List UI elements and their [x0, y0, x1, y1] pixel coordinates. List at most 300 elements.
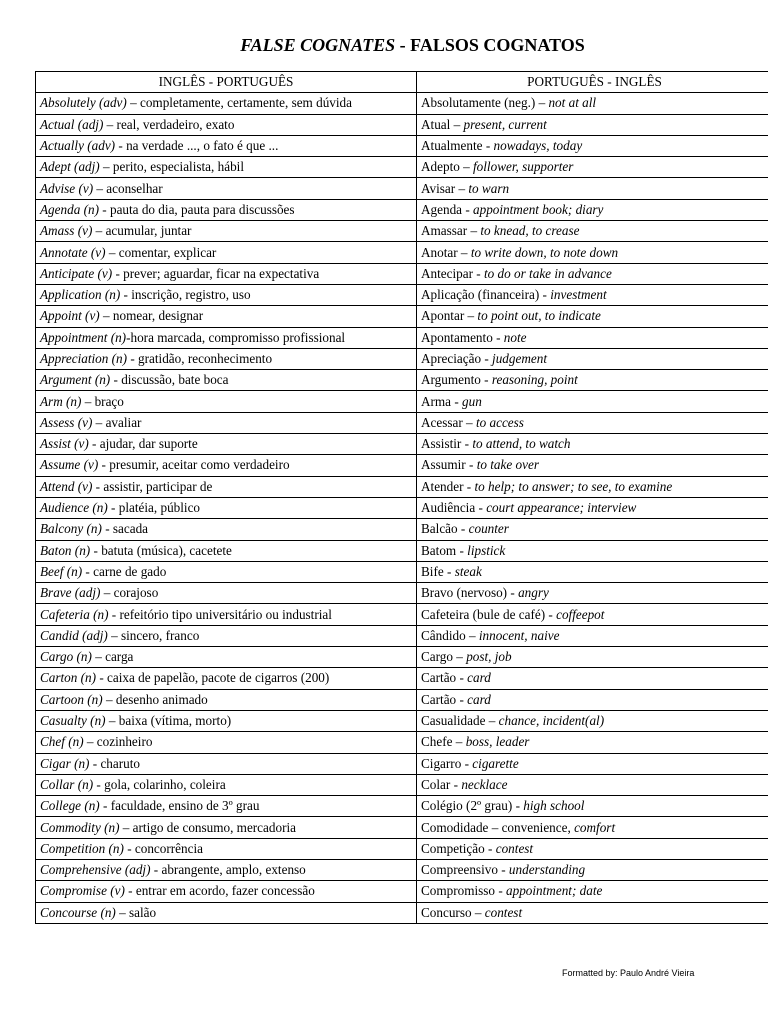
- separator: -: [473, 265, 484, 281]
- separator: –: [464, 308, 478, 324]
- english-word: Agenda (n): [40, 201, 99, 217]
- english-meaning: to point out, to indicate: [477, 308, 601, 324]
- portuguese-meaning: cozinheiro: [96, 734, 153, 750]
- english-meaning: to take over: [476, 457, 539, 473]
- english-word: Assist (v): [40, 436, 89, 452]
- page-title: [0, 33, 768, 57]
- portuguese-word: Audiência: [421, 500, 476, 516]
- separator: -: [492, 329, 504, 345]
- english-meaning: coffeepot: [556, 606, 605, 622]
- separator: -: [475, 500, 487, 516]
- english-meaning: court appearance; interview: [486, 500, 637, 516]
- separator: -: [463, 478, 475, 494]
- english-meaning: lipstick: [467, 542, 506, 558]
- portuguese-word: Arma: [421, 393, 452, 409]
- separator: -: [89, 755, 101, 771]
- portuguese-meaning: refeitório tipo universitário ou industrial: [119, 606, 332, 622]
- english-cell: [36, 221, 417, 242]
- english-meaning: not at all: [548, 95, 597, 111]
- separator: –: [459, 159, 474, 175]
- separator: -: [124, 883, 136, 899]
- portuguese-cell: [417, 604, 768, 625]
- separator: -: [545, 606, 557, 622]
- english-meaning: understanding: [508, 862, 586, 878]
- english-word: College (n): [40, 798, 100, 814]
- portuguese-meaning: aconselhar: [106, 180, 163, 196]
- english-cell: [36, 647, 417, 668]
- english-cell: [36, 157, 417, 178]
- portuguese-meaning: prever; aguardar, ficar na expectativa: [123, 265, 320, 281]
- separator: -: [98, 457, 110, 473]
- separator: -: [93, 776, 105, 792]
- portuguese-word: Competição: [421, 840, 485, 856]
- portuguese-word: Comodidade – convenience,: [421, 819, 571, 835]
- english-word: Collar (n): [40, 776, 94, 792]
- portuguese-word: Assistir: [421, 436, 462, 452]
- english-cell: [36, 476, 417, 497]
- header-english-portuguese: INGLÊS - PORTUGUÊS: [36, 72, 417, 93]
- separator: –: [102, 691, 116, 707]
- portuguese-cell: [417, 455, 768, 476]
- separator: -: [110, 372, 122, 388]
- table-row: [36, 434, 768, 455]
- table-row: [36, 412, 768, 433]
- table-row: [36, 242, 768, 263]
- english-meaning: to attend, to watch: [472, 436, 571, 452]
- table-row: [36, 114, 768, 135]
- portuguese-meaning: sacada: [112, 521, 149, 537]
- english-meaning: appointment; date: [506, 883, 603, 899]
- portuguese-meaning: baixa (vítima, morto): [118, 713, 232, 729]
- english-cell: [36, 561, 417, 582]
- portuguese-meaning: salão: [129, 904, 157, 920]
- separator: -: [480, 372, 492, 388]
- english-meaning: to access: [475, 414, 524, 430]
- table-row: [36, 540, 768, 561]
- english-word: Absolutely (adv): [40, 95, 127, 111]
- english-meaning: high school: [523, 798, 585, 814]
- portuguese-cell: [417, 157, 768, 178]
- separator: –: [92, 223, 106, 239]
- table-row: [36, 348, 768, 369]
- english-word: Concourse (n): [40, 904, 116, 920]
- separator: -: [465, 457, 477, 473]
- separator: –: [81, 393, 95, 409]
- portuguese-cell: [417, 114, 768, 135]
- table-row: [36, 561, 768, 582]
- separator: -: [92, 478, 104, 494]
- portuguese-cell: [417, 135, 768, 156]
- english-cell: [36, 455, 417, 476]
- portuguese-cell: [417, 93, 768, 114]
- separator: -: [126, 329, 131, 345]
- portuguese-meaning: charuto: [100, 755, 140, 771]
- separator: –: [92, 414, 106, 430]
- portuguese-cell: [417, 370, 768, 391]
- separator: –: [462, 414, 476, 430]
- portuguese-meaning: artigo de consumo, mercadoria: [132, 819, 296, 835]
- table-row: [36, 455, 768, 476]
- english-meaning: innocent, naive: [478, 627, 560, 643]
- table-row: [36, 689, 768, 710]
- separator: –: [453, 649, 467, 665]
- english-word: Assess (v): [40, 414, 93, 430]
- english-cell: [36, 583, 417, 604]
- portuguese-meaning: nomear, designar: [112, 308, 204, 324]
- english-word: Argument (n): [40, 372, 111, 388]
- portuguese-meaning: batuta (música), cacetete: [101, 542, 232, 558]
- separator: –: [103, 116, 117, 132]
- portuguese-word: Bravo (nervoso): [421, 585, 508, 601]
- portuguese-meaning: platéia, público: [118, 500, 201, 516]
- english-cell: [36, 774, 417, 795]
- separator: –: [107, 627, 121, 643]
- table-row: [36, 327, 768, 348]
- english-word: Chef (n): [40, 734, 84, 750]
- english-meaning: to knead, to crease: [480, 223, 580, 239]
- english-word: Casualty (n): [40, 713, 106, 729]
- portuguese-word: Cigarro: [421, 755, 462, 771]
- separator: –: [452, 734, 466, 750]
- english-meaning: appointment book; diary: [473, 201, 604, 217]
- separator: –: [485, 713, 499, 729]
- separator: –: [119, 819, 133, 835]
- separator: –: [105, 244, 119, 260]
- separator: -: [88, 436, 100, 452]
- separator: -: [482, 138, 494, 154]
- english-meaning: follower, supporter: [473, 159, 574, 175]
- portuguese-word: Adepto: [421, 159, 460, 175]
- portuguese-cell: [417, 817, 768, 838]
- separator: –: [100, 585, 114, 601]
- english-cell: [36, 902, 417, 923]
- english-word: Cargo (n): [40, 649, 92, 665]
- english-cell: [36, 434, 417, 455]
- english-meaning: card: [467, 670, 491, 686]
- separator: -: [120, 287, 132, 303]
- portuguese-meaning: entrar em acordo, fazer concessão: [135, 883, 315, 899]
- english-word: Annotate (v): [40, 244, 106, 260]
- table-row: [36, 881, 768, 902]
- english-meaning: boss, leader: [465, 734, 530, 750]
- separator: -: [123, 840, 135, 856]
- separator: -: [115, 138, 127, 154]
- portuguese-word: Apontamento: [421, 329, 493, 345]
- english-meaning: note: [503, 329, 527, 345]
- table-row: [36, 583, 768, 604]
- table-row: [36, 135, 768, 156]
- english-cell: [36, 881, 417, 902]
- english-cell: [36, 796, 417, 817]
- portuguese-meaning: sincero, franco: [120, 627, 200, 643]
- english-cell: [36, 263, 417, 284]
- portuguese-word: Atender: [421, 478, 464, 494]
- table-row: [36, 625, 768, 646]
- portuguese-word: Colar: [421, 776, 451, 792]
- portuguese-meaning: concorrência: [134, 840, 203, 856]
- separator: -: [108, 606, 120, 622]
- english-meaning: comfort: [574, 819, 616, 835]
- separator: -: [462, 201, 474, 217]
- portuguese-cell: [417, 263, 768, 284]
- separator: -: [497, 862, 509, 878]
- portuguese-word: Chefe: [421, 734, 453, 750]
- portuguese-cell: [417, 774, 768, 795]
- english-cell: [36, 753, 417, 774]
- portuguese-meaning: real, verdadeiro, exato: [116, 116, 235, 132]
- portuguese-word: Aplicação (financeira): [421, 287, 540, 303]
- english-cell: [36, 519, 417, 540]
- english-meaning: contest: [495, 840, 534, 856]
- portuguese-word: Assumir: [421, 457, 466, 473]
- english-word: Beef (n): [40, 563, 83, 579]
- english-word: Baton (n): [40, 542, 91, 558]
- portuguese-meaning: faculdade, ensino de 3º grau: [110, 798, 260, 814]
- english-cell: [36, 199, 417, 220]
- portuguese-cell: [417, 178, 768, 199]
- portuguese-cell: [417, 476, 768, 497]
- table-row: [36, 306, 768, 327]
- english-meaning: post, job: [466, 649, 512, 665]
- portuguese-cell: [417, 668, 768, 689]
- english-meaning: gun: [462, 393, 482, 409]
- portuguese-meaning: carga: [105, 649, 134, 665]
- separator: -: [495, 883, 507, 899]
- separator: -: [107, 500, 119, 516]
- portuguese-cell: [417, 221, 768, 242]
- english-meaning: judgement: [492, 351, 547, 366]
- separator: -: [451, 393, 463, 409]
- portuguese-cell: [417, 710, 768, 731]
- portuguese-cell: [417, 242, 768, 263]
- portuguese-meaning: abrangente, amplo, extenso: [161, 862, 306, 878]
- portuguese-meaning: discussão, bate boca: [121, 372, 229, 388]
- english-meaning: present, current: [463, 116, 547, 132]
- table-row: [36, 519, 768, 540]
- english-meaning: contest: [484, 904, 523, 920]
- separator: –: [99, 159, 113, 175]
- portuguese-meaning: completamente, certamente, sem dúvida: [139, 95, 352, 111]
- separator: –: [105, 713, 119, 729]
- portuguese-word: Anotar: [421, 244, 458, 260]
- portuguese-cell: [417, 412, 768, 433]
- portuguese-word: Bife: [421, 563, 444, 579]
- table-row: [36, 93, 768, 114]
- english-meaning: to write down, to note down: [470, 244, 619, 260]
- table-row: [36, 902, 768, 923]
- english-cell: [36, 370, 417, 391]
- separator: –: [93, 180, 107, 196]
- table-row: [36, 710, 768, 731]
- portuguese-word: Acessar: [421, 414, 463, 430]
- separator: –: [535, 95, 549, 111]
- english-cell: [36, 859, 417, 880]
- separator: -: [450, 776, 462, 792]
- separator: -: [127, 351, 139, 366]
- english-cell: [36, 391, 417, 412]
- portuguese-word: Apreciação: [421, 351, 482, 366]
- table-row: [36, 796, 768, 817]
- portuguese-cell: [417, 625, 768, 646]
- english-cell: [36, 327, 417, 348]
- separator: -: [461, 436, 473, 452]
- table-row: [36, 370, 768, 391]
- english-meaning: cigarette: [472, 755, 519, 771]
- english-word: Compromise (v): [40, 883, 125, 899]
- separator: –: [450, 116, 464, 132]
- portuguese-meaning: caixa de papelão, pacote de cigarros (200): [107, 670, 330, 686]
- portuguese-cell: [417, 348, 768, 369]
- table-row: [36, 838, 768, 859]
- separator: -: [101, 521, 113, 537]
- portuguese-meaning: corajoso: [113, 585, 159, 601]
- english-meaning: nowadays, today: [493, 138, 583, 154]
- portuguese-cell: [417, 753, 768, 774]
- separator: –: [83, 734, 97, 750]
- table-row: [36, 753, 768, 774]
- table-row: [36, 199, 768, 220]
- portuguese-cell: [417, 327, 768, 348]
- table-row: [36, 476, 768, 497]
- english-cell: [36, 710, 417, 731]
- english-word: Candid (adj): [40, 627, 108, 643]
- portuguese-word: Cargo: [421, 649, 453, 665]
- portuguese-meaning: gola, colarinho, coleira: [104, 776, 226, 792]
- english-meaning: necklace: [461, 776, 508, 792]
- english-word: Cigar (n): [40, 755, 90, 771]
- portuguese-meaning: comentar, explicar: [118, 244, 217, 260]
- english-word: Brave (adj): [40, 585, 101, 601]
- portuguese-meaning: desenho animado: [115, 691, 208, 707]
- portuguese-word: Concurso: [421, 904, 472, 920]
- english-word: Anticipate (v): [40, 265, 113, 281]
- english-word: Appointment (n): [40, 329, 127, 345]
- english-cell: [36, 497, 417, 518]
- portuguese-cell: [417, 284, 768, 305]
- separator: –: [91, 649, 106, 665]
- english-word: Carton (n): [40, 670, 97, 686]
- portuguese-meaning: perito, especialista, hábil: [112, 159, 244, 175]
- portuguese-word: Argumento: [421, 372, 481, 388]
- english-meaning: counter: [468, 521, 509, 537]
- portuguese-meaning: braço: [94, 393, 124, 409]
- english-word: Adept (adj): [40, 159, 100, 175]
- false-cognates-table: [35, 71, 768, 924]
- separator: -: [150, 862, 162, 878]
- portuguese-word: Compromisso: [421, 883, 496, 899]
- english-word: Cartoon (n): [40, 691, 103, 707]
- portuguese-cell: [417, 434, 768, 455]
- english-word: Assume (v): [40, 457, 99, 473]
- separator: -: [481, 351, 493, 366]
- english-meaning: to do or take in advance: [484, 265, 612, 281]
- portuguese-word: Apontar: [421, 308, 465, 324]
- english-cell: [36, 625, 417, 646]
- portuguese-cell: [417, 732, 768, 753]
- english-meaning: reasoning, point: [491, 372, 578, 388]
- english-cell: [36, 668, 417, 689]
- portuguese-word: Amassar: [421, 223, 468, 239]
- separator: -: [456, 542, 468, 558]
- portuguese-word: Cafeteira (bule de café): [421, 606, 546, 622]
- table-row: [36, 284, 768, 305]
- english-cell: [36, 689, 417, 710]
- portuguese-meaning: carne de gado: [93, 563, 167, 579]
- separator: –: [99, 308, 113, 324]
- portuguese-cell: [417, 689, 768, 710]
- portuguese-meaning: ajudar, dar suporte: [99, 436, 198, 452]
- english-word: Arm (n): [40, 393, 82, 409]
- portuguese-word: Casualidade: [421, 713, 486, 729]
- separator: -: [457, 521, 469, 537]
- english-word: Advise (v): [40, 180, 94, 196]
- table-row: [36, 817, 768, 838]
- table-row: [36, 774, 768, 795]
- portuguese-word: Agenda: [421, 201, 463, 217]
- portuguese-meaning: acumular, juntar: [105, 223, 192, 239]
- english-word: Application (n): [40, 287, 121, 303]
- title-separator: -: [395, 35, 411, 55]
- english-cell: [36, 348, 417, 369]
- english-word: Actually (adv): [40, 138, 116, 154]
- separator: –: [126, 95, 140, 111]
- table-row: [36, 647, 768, 668]
- separator: –: [465, 627, 479, 643]
- title-portuguese: FALSOS COGNATOS: [410, 35, 585, 55]
- english-word: Competition (n): [40, 840, 124, 856]
- separator: –: [115, 904, 130, 920]
- portuguese-cell: [417, 838, 768, 859]
- english-meaning: angry: [518, 585, 549, 601]
- separator: -: [539, 287, 551, 303]
- portuguese-word: Balcão: [421, 521, 458, 537]
- portuguese-cell: [417, 519, 768, 540]
- portuguese-word: Colégio (2º grau): [421, 798, 513, 814]
- english-meaning: steak: [454, 563, 482, 579]
- portuguese-word: Cartão: [421, 670, 457, 686]
- separator: -: [456, 691, 468, 707]
- separator: -: [98, 201, 110, 217]
- table-row: [36, 221, 768, 242]
- table-row: [36, 178, 768, 199]
- english-word: Audience (n): [40, 500, 108, 516]
- separator: –: [455, 180, 469, 196]
- english-word: Actual (adj): [40, 116, 104, 132]
- separator: –: [467, 223, 481, 239]
- portuguese-word: Avisar: [421, 180, 456, 196]
- english-word: Comprehensive (adj): [40, 862, 151, 878]
- portuguese-word: Antecipar: [421, 265, 473, 281]
- portuguese-cell: [417, 561, 768, 582]
- portuguese-word: Atualmente: [421, 138, 483, 154]
- separator: -: [99, 798, 111, 814]
- separator: -: [484, 840, 496, 856]
- english-cell: [36, 284, 417, 305]
- separator: -: [507, 585, 519, 601]
- english-meaning: to warn: [468, 180, 510, 196]
- portuguese-meaning: avaliar: [105, 414, 142, 430]
- english-meaning: to help; to answer; to see, to examine: [474, 478, 673, 494]
- english-word: Appoint (v): [40, 308, 100, 324]
- separator: –: [471, 904, 485, 920]
- english-cell: [36, 412, 417, 433]
- english-cell: [36, 838, 417, 859]
- portuguese-word: Compreensivo: [421, 862, 498, 878]
- english-word: Cafeteria (n): [40, 606, 109, 622]
- english-word: Attend (v): [40, 478, 93, 494]
- english-cell: [36, 604, 417, 625]
- english-cell: [36, 93, 417, 114]
